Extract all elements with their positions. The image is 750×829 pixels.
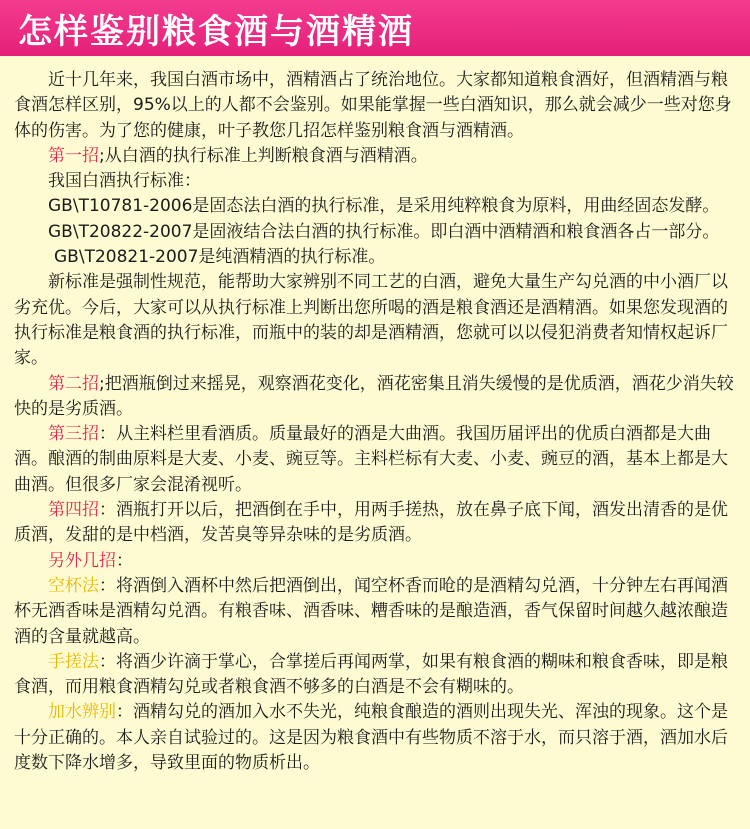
intro-paragraph: 近十几年来，我国白酒市场中，酒精酒占了统治地位。大家都知道粮食酒好，但酒精酒与粮食酒怎样区别，95%以上的人都不会鉴别。如果能掌握一些白酒知识，那么就会减少一些对您身体的伤害。为了您的健康，叶子教您几招怎样鉴别粮食酒与酒精酒。: [14, 70, 732, 141]
new-standard-paragraph: 新标准是强制性规范，能帮助大家辨别不同工艺的白酒，避免大量生产勾兑酒的中小酒厂以劣充优。今后，大家可以从执行标准上判断出您所喝的酒是粮食酒还是酒精酒。如果您发现酒的执行标准是粮食酒的执行标准，而瓶中的装的却是酒精酒，您就可以以侵犯消费者知情权起诉厂家。: [14, 272, 728, 369]
other-tricks-colon: ：: [116, 550, 133, 571]
trick-1-text: ;从白酒的执行标准上判断粮食酒与酒精酒。: [99, 145, 428, 166]
trick-2-paragraph: [14, 372, 738, 423]
trick-4-label: 第四招: [48, 500, 99, 521]
trick-3-paragraph: [14, 422, 738, 498]
standard-2-text: GB\T20822-2007是固液结合法白酒的执行标准。即白酒中酒精酒和粮食酒各占一部分。: [48, 221, 720, 242]
trick-1-paragraph: [14, 144, 738, 169]
title-banner: [0, 0, 750, 56]
trick-3-label: 第三招: [48, 424, 99, 445]
empty-cup-paragraph: [14, 574, 738, 650]
water-test-text: ：酒精勾兑的酒加入水不失光，纯粮食酿造的酒则出现失光、浑浊的现象。这个是十分正确的。本人亲自试验过的。这是因为粮食酒中有些物质不溶于水，而只溶于酒，酒加水后度数下降水增多，导致里面的物质析出。: [14, 702, 728, 774]
hand-rub-text: ：将酒少许滴于掌心，合掌搓后再闻两掌，如果有粮食酒的糊味和粮食香味，即是粮食酒，而用粮食酒精勾兑或者粮食酒不够多的白酒是不会有糊味的。: [14, 651, 728, 698]
other-tricks-heading: [14, 549, 738, 574]
trick-2-text: ;把酒瓶倒过来摇晃，观察酒花变化，酒花密集且消失缓慢的是优质酒，酒花少消失较快的是劣质酒。: [14, 373, 734, 419]
water-test-paragraph: [14, 700, 738, 776]
empty-cup-label: 空杯法: [48, 575, 99, 596]
hand-rub-label: 手搓法: [48, 651, 99, 672]
trick-4-paragraph: [14, 498, 738, 549]
empty-cup-text: ：将酒倒入酒杯中然后把酒倒出，闻空杯香而呛的是酒精勾兑酒，十分钟左右再闻酒杯无酒香味是酒精勾兑酒。有粮香味、酒香味、糟香味的是酿造酒，香气保留时间越久越浓酿造酒的含量就越高。: [14, 575, 728, 647]
standards-heading: 我国白酒执行标准：: [48, 171, 201, 192]
other-tricks-label: 另外几招: [48, 550, 116, 571]
trick-4-text: ：酒瓶打开以后，把酒倒在手中，用两手搓热，放在鼻子底下闻，酒发出清香的是优质酒，发甜的是中档酒，发苦臭等异杂味的是劣质酒。: [14, 500, 728, 546]
hand-rub-paragraph: [14, 650, 738, 701]
standard-3-text: GB\T20821-2007是纯酒精酒的执行标准。: [54, 247, 386, 268]
standard-1-paragraph: GB\T10781-2006是固态法白酒的执行标准，是采用纯粹粮食为原料，用曲经固态发酵。: [48, 196, 720, 217]
trick-2-label: 第二招: [48, 373, 99, 394]
standard-2-paragraph: [14, 220, 738, 271]
article-body: [0, 56, 750, 776]
trick-3-text: ：从主料栏里看酒质。质量最好的酒是大曲酒。我国历届评出的优质白酒都是大曲酒。酿酒的制曲原料是大麦、小麦、豌豆等。主料栏标有大麦、小麦、豌豆的酒，基本上都是大曲酒。但很多厂家会混淆视听。: [14, 424, 728, 495]
water-test-label: 加水辨别: [48, 702, 116, 723]
trick-1-label: 第一招: [48, 145, 99, 166]
page-title: 怎样鉴别粮食酒与酒精酒: [18, 11, 414, 52]
